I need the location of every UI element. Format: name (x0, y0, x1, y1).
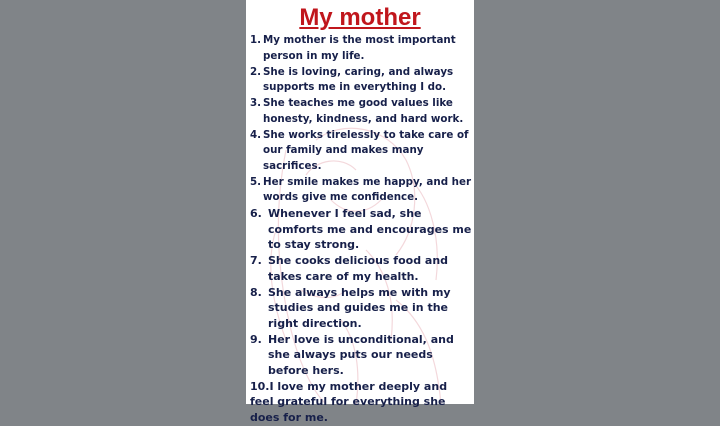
list-item (250, 128, 472, 175)
item-number: 8. (250, 285, 262, 299)
list-item (250, 379, 472, 426)
list-item (250, 206, 472, 253)
item-text: Her smile makes me happy, and her words give me confidence. (263, 175, 472, 203)
essay-points-list (250, 33, 472, 426)
item-text-wrapper (250, 379, 472, 426)
item-text: I love my mother deeply and feel grateful for everything she does for me. (250, 379, 448, 424)
item-text: She always helps me with my studies and guides me in the right direction. (268, 285, 451, 330)
list-item (250, 332, 472, 379)
item-text: She cooks delicious food and takes care of my health. (268, 254, 449, 283)
item-number: 6. (250, 207, 262, 220)
list-item (250, 33, 472, 64)
item-text: Her love is unconditional, and she always puts our needs before hers. (268, 332, 454, 377)
item-text: She teaches me good values like honesty, kindness, and hard work. (263, 97, 464, 125)
list-item (250, 285, 472, 332)
item-text: Whenever I feel sad, she comforts me and encourages me to stay strong. (268, 207, 472, 251)
list-item (250, 175, 472, 206)
item-text: My mother is the most important person in my life. (263, 34, 456, 62)
item-number: 9. (250, 332, 262, 346)
essay-card (246, 0, 474, 424)
essay-title: My mother (299, 4, 421, 31)
list-item (250, 65, 472, 96)
item-text: She works tirelessly to take care of our family and makes many sacrifices. (263, 128, 469, 172)
item-number: 5. (250, 175, 262, 188)
item-text: She is loving, caring, and always supports me in everything I do. (263, 65, 454, 93)
item-number: 10. (250, 379, 270, 393)
item-number: 3. (250, 97, 262, 109)
item-number: 1. (250, 34, 262, 46)
item-number: 2. (250, 65, 262, 78)
item-number: 4. (250, 128, 262, 141)
item-number: 7. (250, 254, 262, 267)
list-item (250, 253, 472, 284)
list-item (250, 96, 472, 127)
